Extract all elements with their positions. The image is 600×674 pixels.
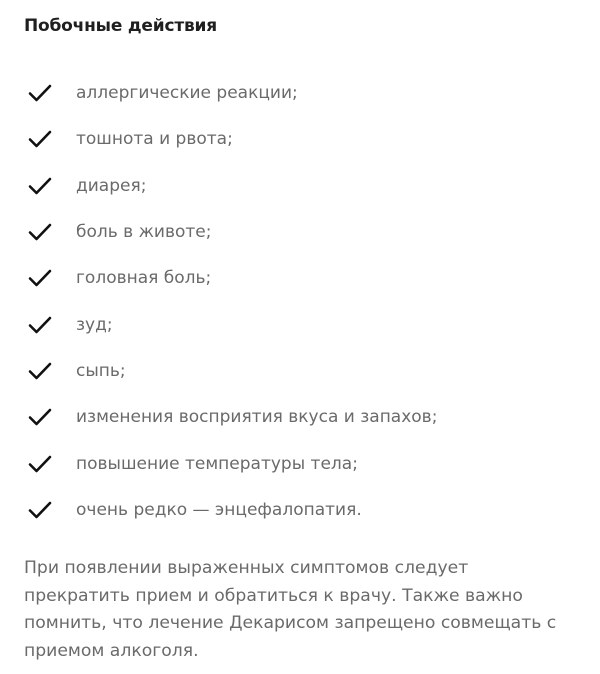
check-icon — [28, 315, 52, 335]
side-effect-text: тошнота и рвота; — [76, 129, 233, 150]
side-effect-text: зуд; — [76, 314, 113, 335]
list-item — [0, 163, 600, 209]
check-icon — [28, 361, 52, 381]
list-item — [0, 487, 600, 533]
side-effect-text: аллергические реакции; — [76, 83, 298, 104]
list-item — [0, 394, 600, 440]
check-icon — [28, 176, 52, 196]
list-item — [0, 301, 600, 347]
list-item — [0, 209, 600, 255]
list-item — [0, 440, 600, 486]
check-icon — [28, 500, 52, 520]
side-effect-text: головная боль; — [76, 268, 212, 289]
check-icon — [28, 268, 52, 288]
side-effect-text: изменения восприятия вкуса и запахов; — [76, 407, 438, 428]
check-icon — [28, 129, 52, 149]
list-item — [0, 348, 600, 394]
check-icon — [28, 222, 52, 242]
side-effect-text: сыпь; — [76, 360, 126, 381]
list-item — [0, 70, 600, 116]
side-effect-text: диарея; — [76, 175, 147, 196]
check-icon — [28, 83, 52, 103]
warning-note: При появлении выраженных симптомов следует прекратить прием и обратиться к врачу. Также важно помнить, что лечение Декарисом запрещено совмещать с приемом алкоголя. — [24, 558, 557, 661]
side-effect-text: повышение температуры тела; — [76, 453, 358, 474]
side-effect-text: очень редко — энцефалопатия. — [76, 499, 362, 520]
side-effect-text: боль в животе; — [76, 222, 212, 243]
list-item — [0, 116, 600, 162]
check-icon — [28, 407, 52, 427]
check-icon — [28, 454, 52, 474]
list-item — [0, 255, 600, 301]
page-title: Побочные действия — [24, 16, 217, 36]
side-effects-list — [0, 70, 600, 533]
